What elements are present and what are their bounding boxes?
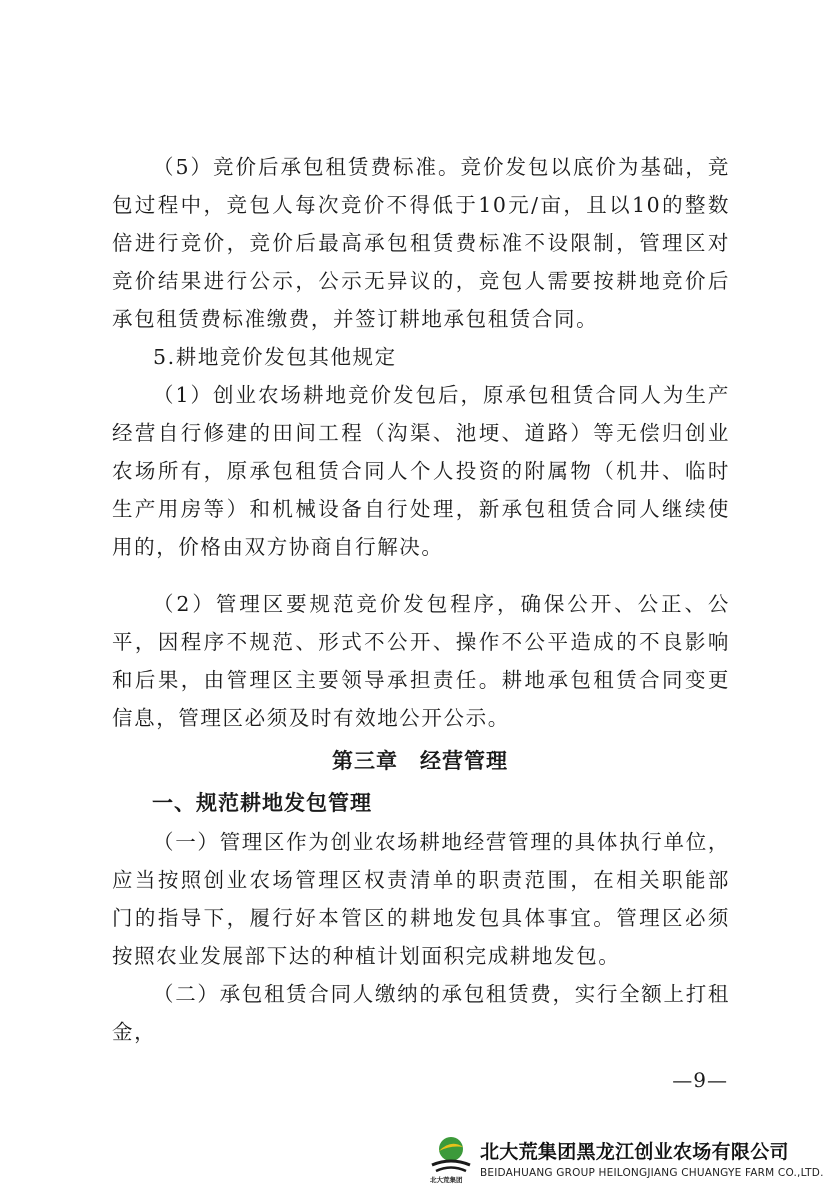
company-name-cn: 北大荒集团黑龙江创业农场有限公司 [480, 1141, 789, 1163]
chapter-title: 第三章 经营管理 [332, 749, 508, 773]
logo-caption: 北大荒集团 [430, 1176, 463, 1184]
paragraph-other-rules-heading: 5.耕地竞价发包其他规定 [153, 345, 397, 369]
paragraph-rent-payment: （二）承包租赁合同人缴纳的承包租赁费，实行全额上打租金， [112, 982, 730, 1044]
paragraph-management-unit: （一）管理区作为创业农场耕地经营管理的具体执行单位，应当按照创业农场管理区权责清单的职责范围，在相关职能部门的指导下，履行好本管区的耕地发包具体事宜。管理区必须按照农业发展部下达的种植计划面积完成耕地发包。 [112, 830, 730, 968]
company-name-en: BEIDAHUANG GROUP HEILONGJIANG CHUANGYE FARM CO.,LTD. [480, 1167, 824, 1179]
section-title: 一、规范耕地发包管理 [152, 791, 372, 815]
paragraph-bid-standard: （5）竞价后承包租赁费标准。竞价发包以底价为基础，竞包过程中，竞包人每次竞价不得低于10元/亩，且以10的整数倍进行竞价，竞价后最高承包租赁费标准不设限制，管理区对竞价结果进行公示，公示无异议的，竞包人需要按耕地竞价后承包租赁费标准缴费，并签订耕地承包租赁合同。 [112, 155, 730, 331]
company-footer [428, 1135, 830, 1187]
paragraph-field-works: （1）创业农场耕地竞价发包后，原承包租赁合同人为生产经营自行修建的田间工程（沟渠、池埂、道路）等无偿归创业农场所有，原承包租赁合同人个人投资的附属物（机井、临时生产用房等）和机械设备自行处理，新承包租赁合同人继续使用的，价格由双方协商自行解决。 [112, 383, 730, 559]
paragraph-procedure: （2）管理区要规范竞价发包程序，确保公开、公正、公平，因程序不规范、形式不公开、操作不公平造成的不良影响和后果，由管理区主要领导承担责任。耕地承包租赁合同变更信息，管理区必须及时有效地公开公示。 [112, 592, 730, 730]
page-number: —9— [672, 1068, 728, 1092]
beidahuang-logo-icon [428, 1135, 474, 1187]
